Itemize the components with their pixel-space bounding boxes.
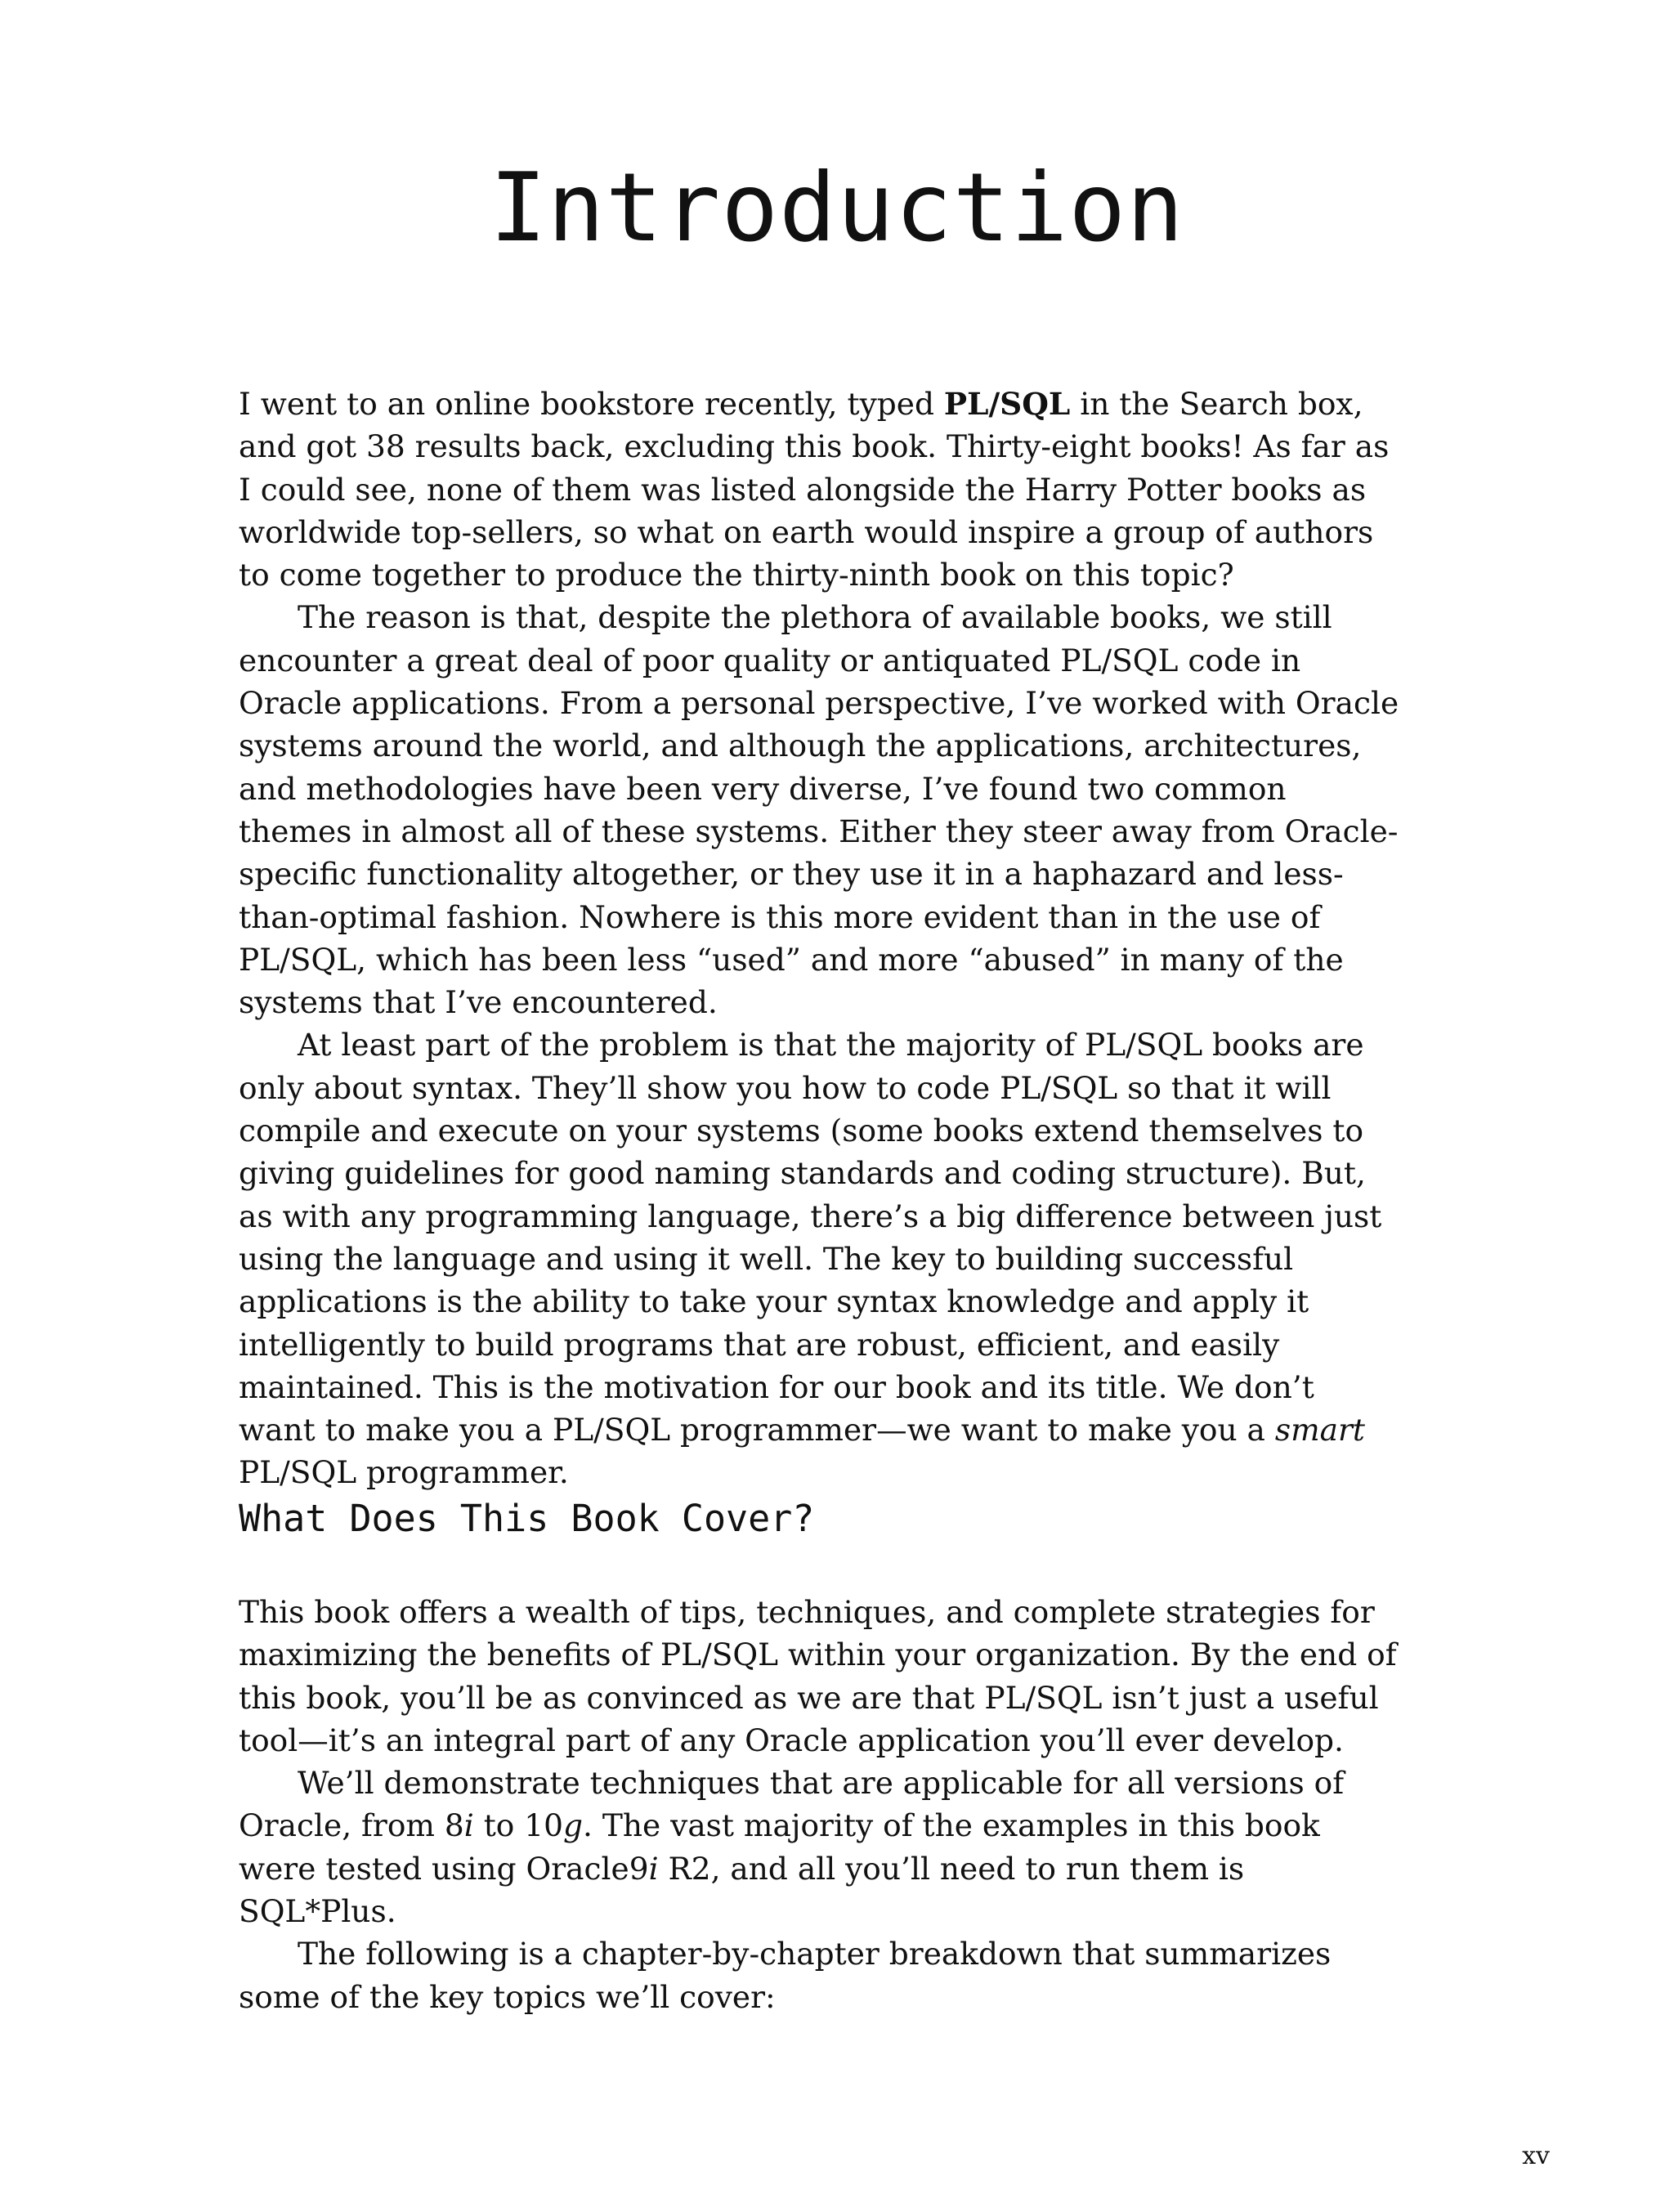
version-suffix-i: i <box>463 1807 474 1844</box>
intro-text-block <box>239 383 1399 1494</box>
search-term-plsql: PL/SQL <box>943 386 1071 422</box>
section-p2-text-d: R2, and all you’ll need to run them is SQL*Plus. <box>239 1850 1245 1930</box>
section-heading: What Does This Book Cover? <box>239 1497 815 1540</box>
intro-paragraph-2: The reason is that, despite the plethora of available books, we still encounter a great deal of poor quality or antiquated PL/SQL code in Oracle applications. From a personal perspective, I’ve worked with Oracle systems around the world, and although the applications, architectures, and methodologies have been very diverse, I’ve found two common themes in almost all of these systems. Either they steer away from Oracle-specific functionality altogether, or they use it in a haphazard and less-than-optimal fashion. Nowhere is this more evident than in the use of PL/SQL, which has been less “used” and more “abused” in many of the systems that I’ve encountered. <box>239 599 1399 1021</box>
section-paragraph-3: The following is a chapter-by-chapter breakdown that summarizes some of the key topics we’ll cover: <box>239 1936 1332 2015</box>
section-paragraph-2 <box>239 1762 1399 1932</box>
chapter-title: Introduction <box>489 153 1185 263</box>
section-paragraph-1: This book offers a wealth of tips, techniques, and complete strategies for maximizing the benefits of PL/SQL within your organization. By the end of this book, you’ll be as convinced as we are that PL/SQL isn’t just a useful tool—it’s an integral part of any Oracle application you’ll ever develop. <box>239 1594 1397 1758</box>
section-p2-text-c: . The vast majority of the examples in this book were tested using Oracle9 <box>239 1807 1320 1887</box>
intro-p3-text-a: At least part of the problem is that the majority of PL/SQL books are only about syntax. They’ll show you how to code PL/SQL so that it will compile and execute on your systems (some books extend themselves to giving guidelines for good naming standards and coding structure). But, as with any programming language, there’s a big difference between just using the language and using it well. The key to building successful applications is the ability to take your syntax knowledge and apply it intelligently to build programs that are robust, efficient, and easily maintained. This is the motivation for our book and its title. We don’t want to make you a PL/SQL programmer—we want to make you a <box>239 1027 1382 1449</box>
version-suffix-g: g <box>563 1807 584 1844</box>
intro-paragraph-3 <box>239 1023 1399 1493</box>
section-p2-text-a: We’ll demonstrate techniques that are applicable for all versions of Oracle, from 8 <box>239 1765 1345 1844</box>
intro-paragraph-1 <box>239 383 1399 596</box>
intro-p1-text-a: I went to an online bookstore recently, typed <box>239 386 944 422</box>
version-suffix-i-2: i <box>648 1850 659 1887</box>
emphasis-smart: smart <box>1274 1412 1365 1449</box>
intro-p3-text-b: PL/SQL programmer. <box>239 1454 569 1491</box>
section-text-block <box>239 1591 1399 2018</box>
section-p2-text-b: to 10 <box>473 1807 563 1844</box>
intro-p1-text-b: in the Search box, and got 38 results back, excluding this book. Thirty-eight books! As far as I could see, none of them was listed alongside the Harry Potter books as worldwide top-sellers, so what on earth would inspire a group of authors to come together to produce the thirty-ninth book on this topic? <box>239 386 1390 593</box>
page-number: xv <box>1522 2142 1550 2170</box>
